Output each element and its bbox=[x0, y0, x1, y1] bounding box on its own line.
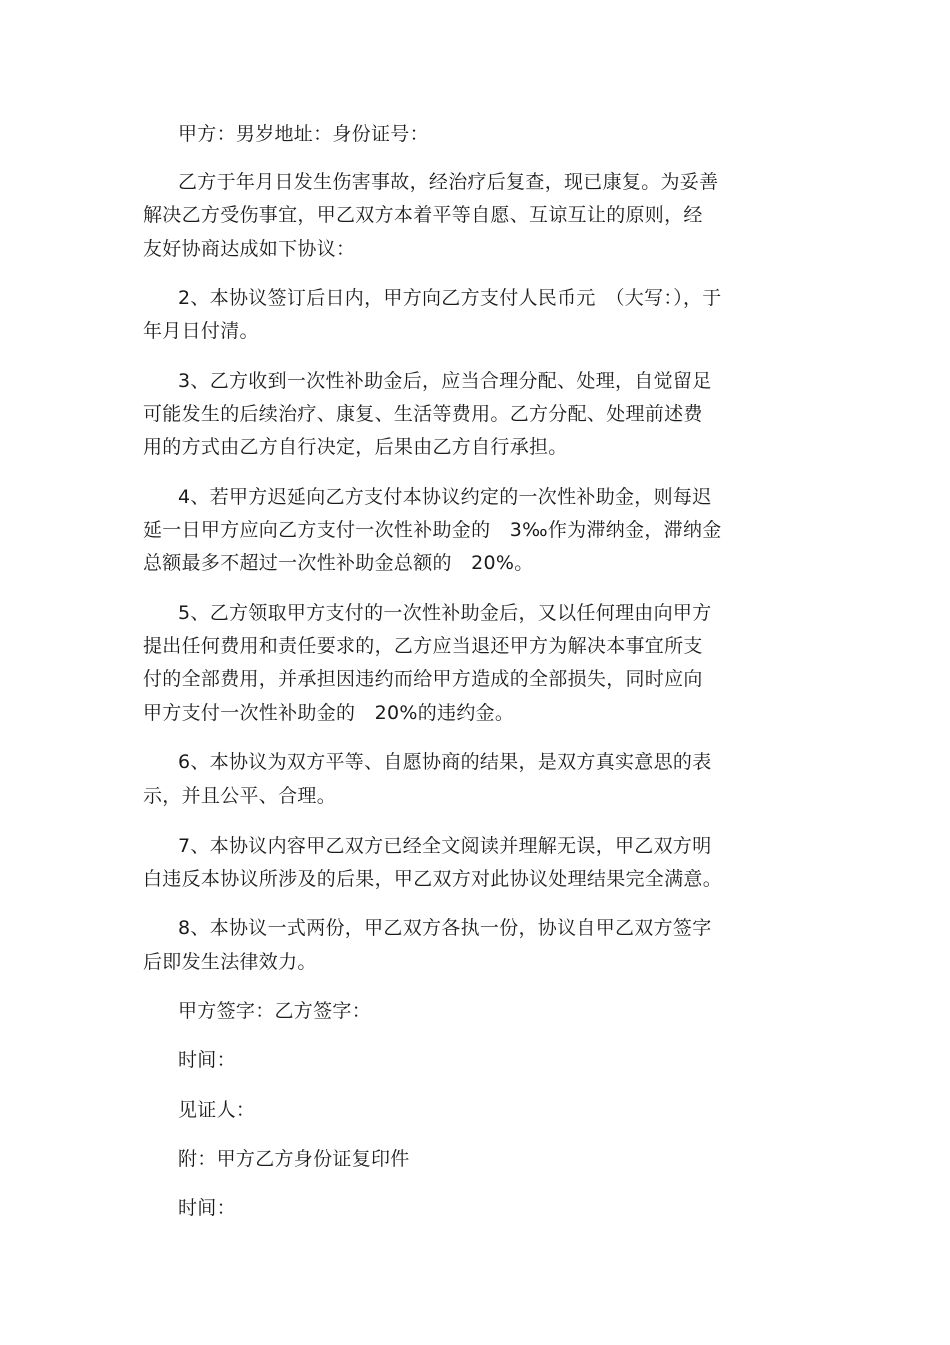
clause-5-line-1: 5、乙方领取甲方支付的一次性补助金后，又以任何理由向甲方 bbox=[178, 602, 712, 624]
clause-5-line-4: 甲方支付一次性补助金的 20%的违约金。 bbox=[143, 702, 515, 724]
clause-4-line-1: 4、若甲方迟延向乙方支付本协议约定的一次性补助金，则每迟 bbox=[178, 486, 712, 508]
clause-7-line-2: 白违反本协议所涉及的后果，甲乙双方对此协议处理结果完全满意。 bbox=[143, 868, 723, 890]
clause-8-line-2: 后即发生法律效力。 bbox=[143, 951, 317, 973]
clause-3-line-2: 可能发生的后续治疗、康复、生活等费用。乙方分配、处理前述费 bbox=[143, 403, 703, 425]
clause-5-line-3: 付的全部费用，并承担因违约而给甲方造成的全部损失，同时应向 bbox=[143, 668, 703, 690]
clause-6-line-1: 6、本协议为双方平等、自愿协商的结果，是双方真实意思的表 bbox=[178, 751, 712, 773]
clause-4-line-3: 总额最多不超过一次性补助金总额的 20%。 bbox=[143, 552, 534, 574]
witness-line: 见证人： bbox=[178, 1099, 256, 1121]
clause-7-line-1: 7、本协议内容甲乙双方已经全文阅读并理解无误，甲乙双方明 bbox=[178, 835, 712, 857]
intro-paragraph-line-3: 友好协商达成如下协议： bbox=[143, 238, 356, 260]
intro-paragraph-line-2: 解决乙方受伤事宜，甲乙双方本着平等自愿、互谅互让的原则，经 bbox=[143, 204, 703, 226]
party-a-info-line: 甲方：男岁地址：身份证号： bbox=[178, 123, 429, 145]
clause-6-line-2: 示，并且公平、合理。 bbox=[143, 785, 337, 807]
intro-paragraph-line-1: 乙方于年月日发生伤害事故，经治疗后复查，现已康复。为妥善 bbox=[178, 171, 719, 193]
time-line-2: 时间： bbox=[178, 1197, 236, 1219]
clause-3-line-1: 3、乙方收到一次性补助金后，应当合理分配、处理，自觉留足 bbox=[178, 370, 712, 392]
signature-line: 甲方签字：乙方签字： bbox=[178, 1000, 372, 1022]
time-line-1: 时间： bbox=[178, 1049, 236, 1071]
clause-5-line-2: 提出任何费用和责任要求的，乙方应当退还甲方为解决本事宜所支 bbox=[143, 635, 703, 657]
attachment-line: 附：甲方乙方身份证复印件 bbox=[178, 1148, 410, 1170]
clause-2-line-2: 年月日付清。 bbox=[143, 320, 259, 342]
clause-4-line-2: 延一日甲方应向乙方支付一次性补助金的 3‰作为滞纳金，滞纳金 bbox=[143, 519, 722, 541]
clause-2-line-1: 2、本协议签订后日内，甲方向乙方支付人民币元 （大写：），于 bbox=[178, 287, 722, 309]
clause-8-line-1: 8、本协议一式两份，甲乙双方各执一份，协议自甲乙双方签字 bbox=[178, 917, 712, 939]
clause-3-line-3: 用的方式由乙方自行决定，后果由乙方自行承担。 bbox=[143, 436, 568, 458]
